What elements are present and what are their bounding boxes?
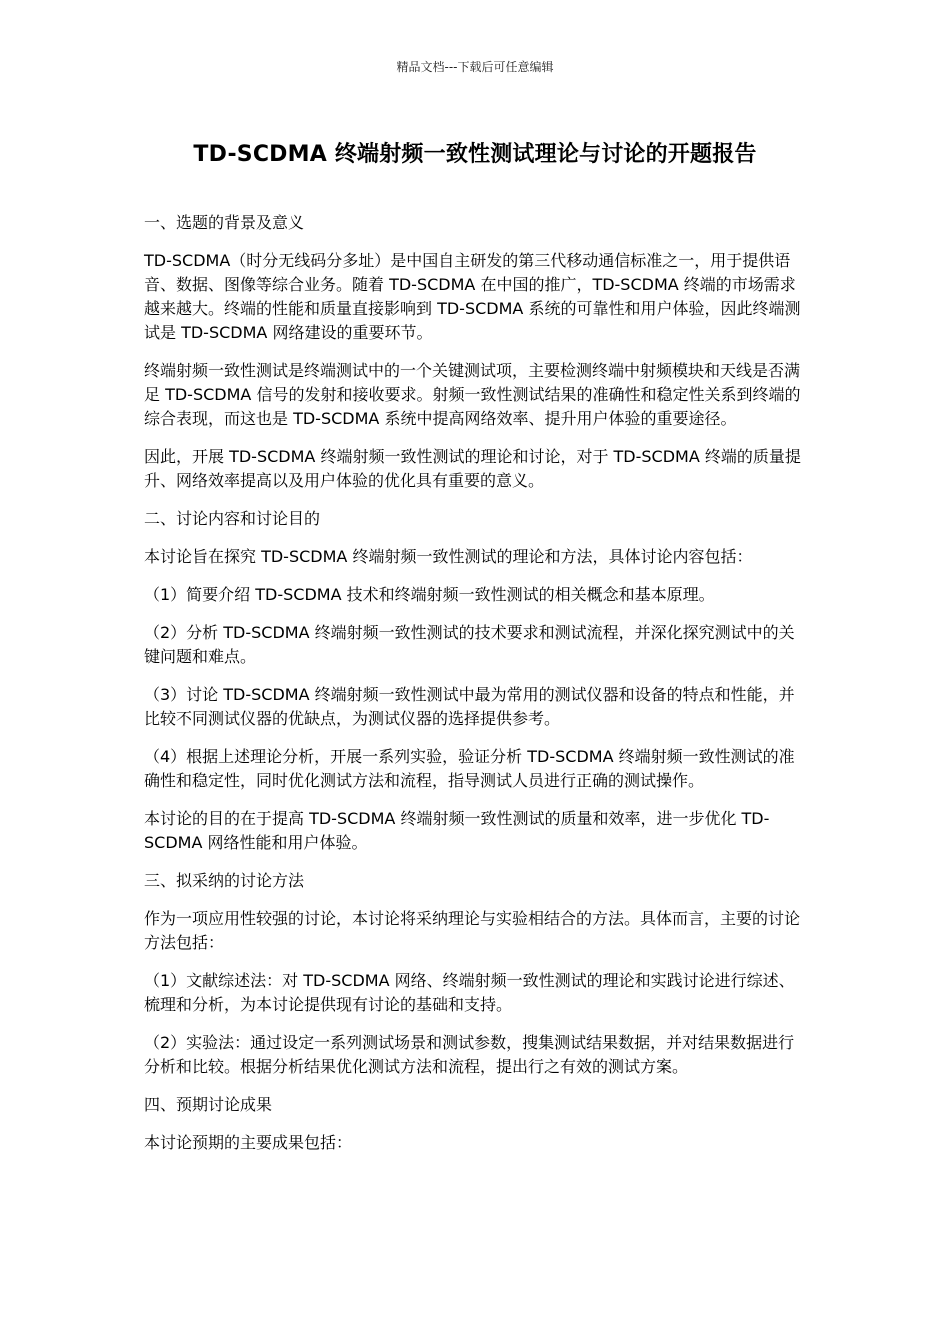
list-item-content-4: （4）根据上述理论分析，开展一系列实验，验证分析 TD-SCDMA 终端射频一致性测试的准确性和稳定性，同时优化测试方法和流程，指导测试人员进行正确的测试操作。 bbox=[144, 747, 795, 790]
list-item-method-1: （1）文献综述法：对 TD-SCDMA 网络、终端射频一致性测试的理论和实践讨论进行综述、梳理和分析，为本讨论提供现有讨论的基础和支持。 bbox=[144, 971, 795, 1014]
list-item-method-2: （2）实验法：通过设定一系列测试场景和测试参数，搜集测试结果数据，并对结果数据进行分析和比较。根据分析结果优化测试方法和流程，提出行之有效的测试方案。 bbox=[144, 1033, 795, 1076]
paragraph-method-intro: 作为一项应用性较强的讨论，本讨论将采纳理论与实验相结合的方法。具体而言，主要的讨论方法包括： bbox=[144, 909, 801, 952]
section-heading-method: 三、拟采纳的讨论方法 bbox=[144, 871, 305, 890]
section-heading-results: 四、预期讨论成果 bbox=[144, 1095, 273, 1114]
list-item-content-2: （2）分析 TD-SCDMA 终端射频一致性测试的技术要求和测试流程，并深化探究测试中的关键问题和难点。 bbox=[144, 623, 795, 666]
document-title: TD-SCDMA 终端射频一致性测试理论与讨论的开题报告 bbox=[193, 142, 757, 167]
header-note: 精品文档---下载后可任意编辑 bbox=[396, 60, 554, 74]
section-heading-background: 一、选题的背景及意义 bbox=[144, 213, 305, 232]
list-item-content-1: （1）简要介绍 TD-SCDMA 技术和终端射频一致性测试的相关概念和基本原理。 bbox=[144, 585, 715, 604]
paragraph-content-goal: 本讨论的目的在于提高 TD-SCDMA 终端射频一致性测试的质量和效率，进一步优化 TD-SCDMA 网络性能和用户体验。 bbox=[144, 809, 770, 852]
list-item-content-3: （3）讨论 TD-SCDMA 终端射频一致性测试中最为常用的测试仪器和设备的特点和性能，并比较不同测试仪器的优缺点，为测试仪器的选择提供参考。 bbox=[144, 685, 795, 728]
paragraph-background-3: 因此，开展 TD-SCDMA 终端射频一致性测试的理论和讨论，对于 TD-SCDMA 终端的质量提升、网络效率提高以及用户体验的优化具有重要的意义。 bbox=[144, 447, 801, 490]
paragraph-background-1: TD-SCDMA（时分无线码分多址）是中国自主研发的第三代移动通信标准之一，用于提供语音、数据、图像等综合业务。随着 TD-SCDMA 在中国的推广，TD-SCDMA 终端的市场需求越来越大。终端的性能和质量直接影响到 TD-SCDMA 系统的可靠性和用户体验，因此终端测试是 TD-SCDMA 网络建设的重要环节。 bbox=[144, 251, 801, 342]
section-heading-content: 二、讨论内容和讨论目的 bbox=[144, 509, 321, 528]
paragraph-content-intro: 本讨论旨在探究 TD-SCDMA 终端射频一致性测试的理论和方法，具体讨论内容包括： bbox=[144, 547, 753, 566]
paragraph-results-intro: 本讨论预期的主要成果包括： bbox=[144, 1133, 353, 1152]
paragraph-background-2: 终端射频一致性测试是终端测试中的一个关键测试项，主要检测终端中射频模块和天线是否满足 TD-SCDMA 信号的发射和接收要求。射频一致性测试结果的准确性和稳定性关系到终端的综合表现，而这也是 TD-SCDMA 系统中提高网络效率、提升用户体验的重要途径。 bbox=[144, 361, 801, 428]
document-body bbox=[144, 211, 808, 1169]
